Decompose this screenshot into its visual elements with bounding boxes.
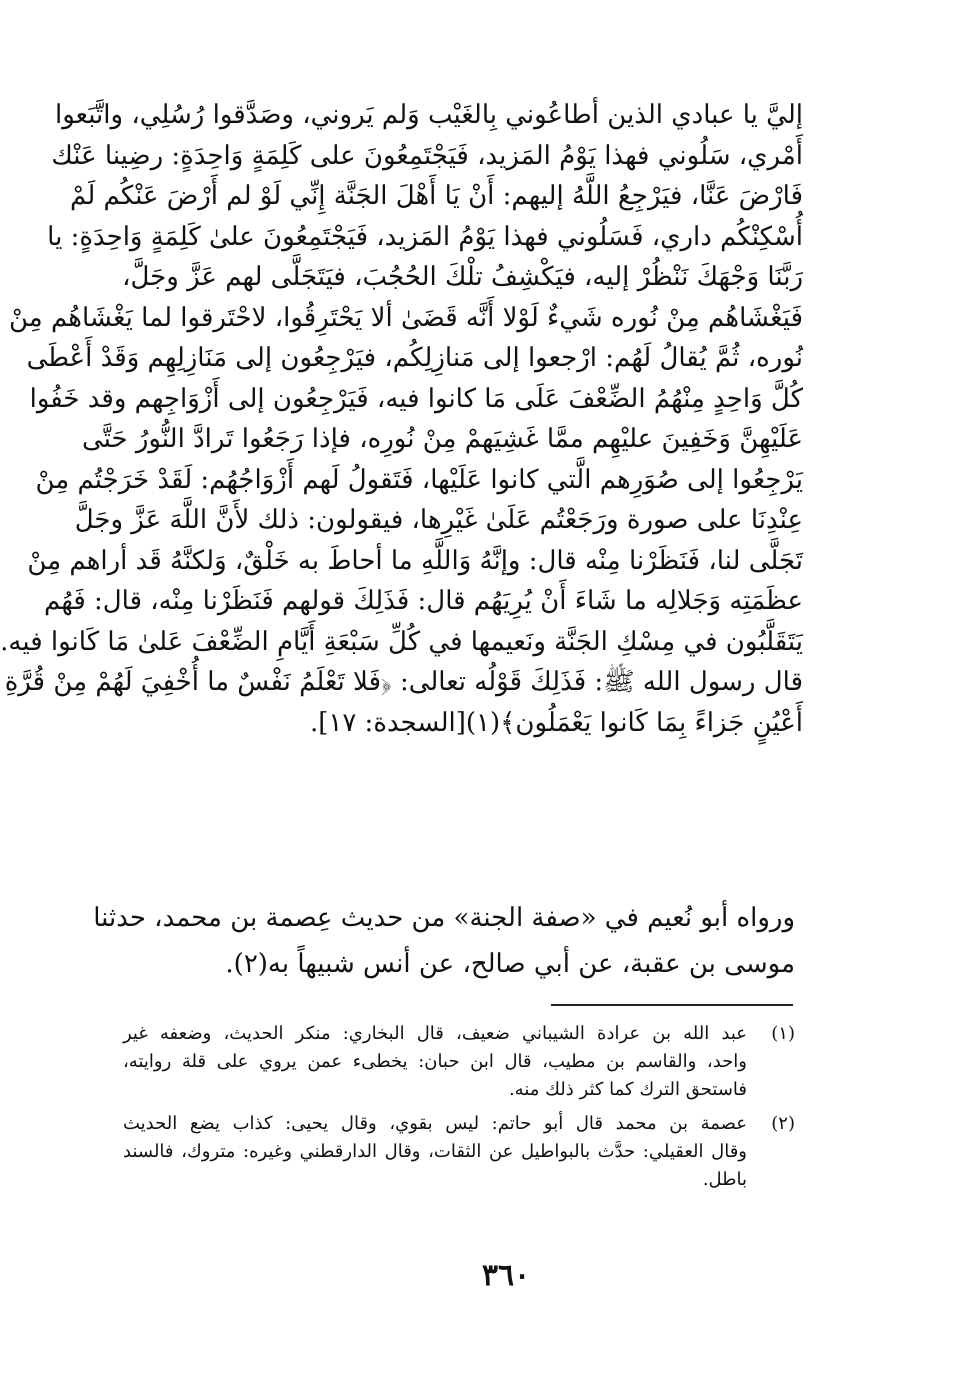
text-line: يَتَقَلَّبُون في مِسْكِ الجَنَّة ونَعيمها في كُلِّ سَبْعَةِ أَيَّامِ الضِّعْفَ عَلىٰ مَا كَانوا فيه. — [0, 626, 803, 657]
text-line: أُسْكِنْكُم داري، فَسَلُوني فهذا يَوْمُ المَزيد، فَيَجْتَمِعُونَ علىٰ كَلِمَةٍ وَاحِدَةٍ: يا — [47, 221, 803, 252]
footnote-line: فاستحق الترك كما كثر ذلك منه. — [508, 1079, 747, 1100]
text-line: كُلَّ وَاحِدٍ مِنْهُمُ الضِّعْفَ عَلَى مَا كانوا فيه، فَيَرْجِعُون إلى أَزْوَاجِهم وقد خَفُوا — [29, 383, 803, 414]
footnotes — [123, 1020, 795, 1200]
text-line: عَلَيْهِنَّ وَخَفِينَ عليْهِم ممَّا غَشِيَهمْ مِنْ نُورِه، فإذا رَجَعُوا تَرادَّ النُّورُ حَتَّى — [81, 424, 803, 454]
text-line: فَارْضَ عَنَّا، فيَرْجِعُ اللَّهُ إليهم: أَنْ يَا أَهْلَ الجَنَّة إِنِّي لَوْ لم أَرْضَ عَنْكُم لَمْ — [70, 181, 803, 211]
footnote-number: (١) — [771, 1023, 795, 1044]
main-paragraph — [0, 95, 803, 743]
text-line: يَرْجِعُوا إلى صُوَرِهم الَّتي كانوا عَلَيْها، فَتَقولُ لَهم أَزْوَاجُهُم: لَقَدْ خَرَجْتُم مِنْ — [35, 464, 803, 495]
text-line: موسى بن عقبة، عن أبي صالح، عن أنس شبيهاً به(٢). — [225, 949, 795, 979]
text-line: فَيَغْشَاهُم مِنْ نُوره شَيءٌ لَوْلا أَنَّه قَضَىٰ ألا يَحْتَرِقُوا، لاحْتَرقوا لما يَغْشَاهُم مِنْ — [8, 302, 803, 333]
text-line: نُوره، ثُمَّ يُقالُ لَهُم: ارْجعوا إلى مَنازِلِكُم، فيَرْجِعُون إلى مَنَازِلِهِم وَقَدْ أَعْطَى — [26, 343, 803, 373]
footnote-number: (٢) — [771, 1113, 795, 1134]
footnote-line: واحد، والقاسم بن مطيب، قال ابن حبان: يخطىء عمن يروي على قلة روايته، — [123, 1051, 747, 1072]
page-number: ٣٦٠ — [481, 1258, 531, 1293]
footnote-line: باطل. — [702, 1169, 747, 1190]
footnote-line: عصمة بن محمد قال أبو حاتم: ليس بقوي، وقال يحيى: كذاب يضع الحديث — [123, 1113, 747, 1134]
text-line: تَجَلَّى لنا، فَنَظَرْنا مِنْه قال: وإنَّهُ وَاللَّهِ ما أحاطَ به خَلْقٌ، وَلكنَّهُ قَد أراهم مِنْ — [27, 545, 803, 576]
text-line: أَمْري، سَلُوني فهذا يَوْمُ المَزيد، فَيَجْتَمِعُونَ على كَلِمَةٍ وَاحِدَةٍ: رضِينا عَنْك — [51, 140, 803, 171]
footnote-2 — [123, 1110, 795, 1194]
text-line: ورواه أبو نُعيم في «صفة الجنة» من حديث عِصمة بن محمد، حدثنا — [93, 903, 795, 933]
footnote-1 — [123, 1020, 795, 1104]
text-line: رَبَّنَا وَجْهَكَ نَنْظُرْ إليه، فيَكْشِفُ تلْكَ الحُجُبَ، فيَتَجَلَّى لهم عَزَّ وجَلَّ، — [122, 262, 803, 292]
text-line: قال رسول الله ﷺ: فَذَلِكَ قَوْلُه تعالى: ﴿فَلا تَعْلَمُ نَفْسٌ ما أُخْفِيَ لَهُمْ مِنْ قُرَّةِ — [4, 667, 803, 697]
text-line: عِنْدِنَا على صورة ورَجَعْتُم عَلَىٰ غَيْرِها، فيقولون: ذلك لأَنَّ اللَّهَ عَزَّ وجَلَّ — [74, 505, 803, 535]
text-line: عظَمَتِه وَجَلالِه ما شَاءَ أَنْ يُرِيَهُم قال: فَذَلِكَ قولهم فَنَظَرْنا مِنْه، قال: فَهُم — [44, 586, 803, 616]
text-line: أَعْيُنٍ جَزاءً بِمَا كَانوا يَعْمَلُون﴾(١)[السجدة: ١٧]. — [309, 707, 803, 738]
footnote-separator — [551, 1004, 793, 1006]
footnote-line: وقال العقيلي: حدَّث بالبواطيل عن الثقات، وقال الدارقطني وغيره: متروك، فالسند — [123, 1141, 747, 1162]
text-line: إليَّ يا عبادي الذين أطاعُوني بِالغَيْب وَلم يَروني، وصَدَّقوا رُسُلِي، واتَّبَعوا — [55, 100, 803, 130]
footnote-line: عبد الله بن عرادة الشيباني ضعيف، قال البخاري: منكر الحديث، وضعفه غير — [123, 1023, 747, 1044]
second-paragraph — [93, 895, 795, 987]
